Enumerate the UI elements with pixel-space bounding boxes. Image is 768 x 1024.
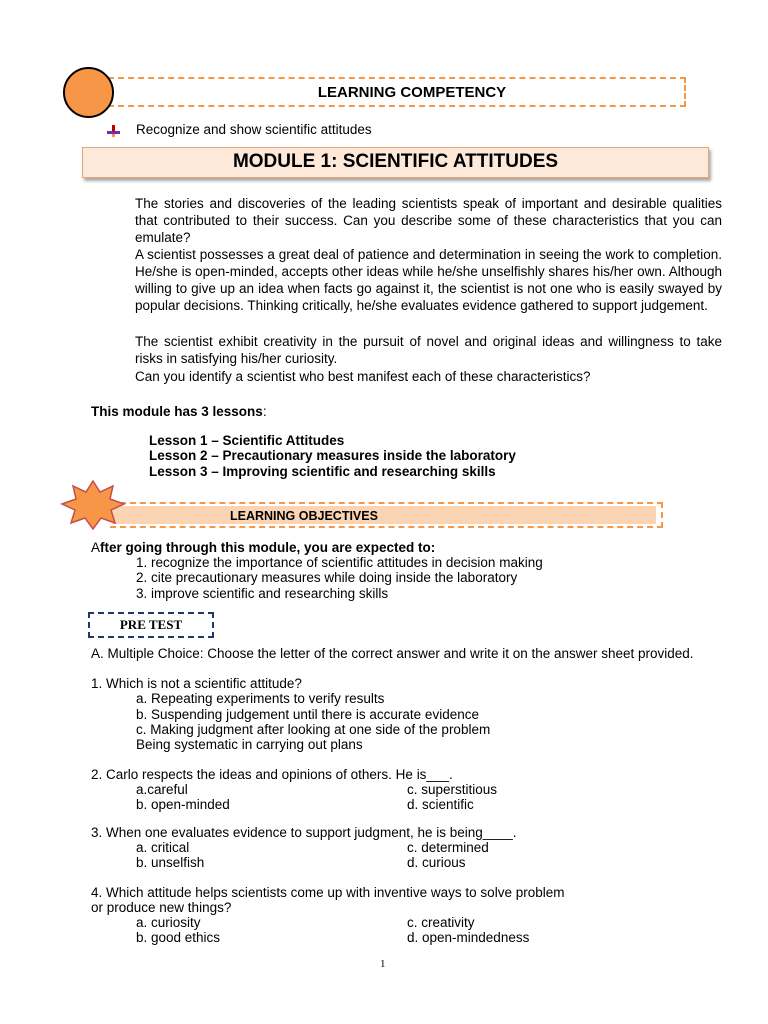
objectives-title: LEARNING OBJECTIVES [230,509,378,523]
q2-option-d: d. scientific [407,797,474,812]
competency-item: Recognize and show scientific attitudes [136,122,372,137]
q2-option-c: c. superstitious [407,782,498,797]
q2-stem: 2. Carlo respects the ideas and opinions of others. He is___. [91,767,453,782]
q4-option-d: d. open-mindedness [407,930,530,945]
q3-option-a: a. critical [136,840,190,855]
q1-option-a: a. Repeating experiments to verify results [136,691,385,706]
q1-stem: 1. Which is not a scientific attitude? [91,676,302,691]
page-number: 1 [380,958,386,970]
objective-item-2: 2. cite precautionary measures while doing inside the laboratory [136,570,518,585]
pretest-title: PRE TEST [119,617,183,632]
q3-option-d: d. curious [407,855,466,870]
q3-stem: 3. When one evaluates evidence to support judgment, he is being____. [91,825,517,840]
q1-option-d: Being systematic in carrying out plans [136,737,363,752]
q4-stem-line-1: 4. Which attitude helps scientists come up with inventive ways to solve problem [91,885,565,900]
q4-option-b: b. good ethics [136,930,221,945]
q1-option-b: b. Suspending judgement until there is accurate evidence [136,707,479,722]
q3-option-b: b. unselfish [136,855,205,870]
intro-paragraph-1: The stories and discoveries of the leading scientists speak of important and desirable qualities that contributed to their success. Can you describe some of these characteristics that you can emulate? [135,196,722,245]
objectives-intro: After going through this module, you are expected to: [91,540,436,555]
q4-option-a: a. curiosity [136,915,201,930]
q4-stem-line-2: or produce new things? [91,900,232,915]
q1-option-c: c. Making judgment after looking at one side of the problem [136,722,491,737]
lesson-item-2: Lesson 2 – Precautionary measures inside the laboratory [149,448,516,463]
intro-paragraph-2: A scientist possesses a great deal of patience and determination in seeing the work to completion. He/she is open-minded, accepts other ideas while he/she unselfishly shares his/her own. Although willing to give up an idea when facts go against it, the scientist is not one who is easily swayed by popular decisions. Thinking critically, he/she evaluates evidence gathered to support judgement. [135,247,722,313]
competency-circle-icon [63,67,114,118]
objective-item-3: 3. improve scientific and researching skills [136,586,389,601]
lesson-item-3: Lesson 3 – Improving scientific and researching skills [149,464,496,479]
bullet-icon [106,124,122,138]
objective-item-1: 1. recognize the importance of scientific attitudes in decision making [136,555,543,570]
pretest-instructions: A. Multiple Choice: Choose the letter of the correct answer and write it on the answer sheet provided. [91,646,694,661]
competency-title: LEARNING COMPETENCY [317,84,507,101]
q4-option-c: c. creativity [407,915,475,930]
module-title: MODULE 1: SCIENTIFIC ATTITUDES [232,151,559,172]
objectives-frame [110,502,663,528]
q2-option-b: b. open-minded [136,797,230,812]
star-icon [60,480,126,530]
q3-option-c: c. determined [407,840,489,855]
lesson-item-1: Lesson 1 – Scientific Attitudes [149,433,345,448]
lessons-heading: This module has 3 lessons: [91,404,267,419]
q2-option-a: a.careful [136,782,188,797]
intro-paragraph-3: The scientist exhibit creativity in the pursuit of novel and original ideas and willingness to take risks in satisfying his/her curiosity. [135,334,722,366]
intro-paragraph-4: Can you identify a scientist who best manifest each of these characteristics? [135,369,591,384]
